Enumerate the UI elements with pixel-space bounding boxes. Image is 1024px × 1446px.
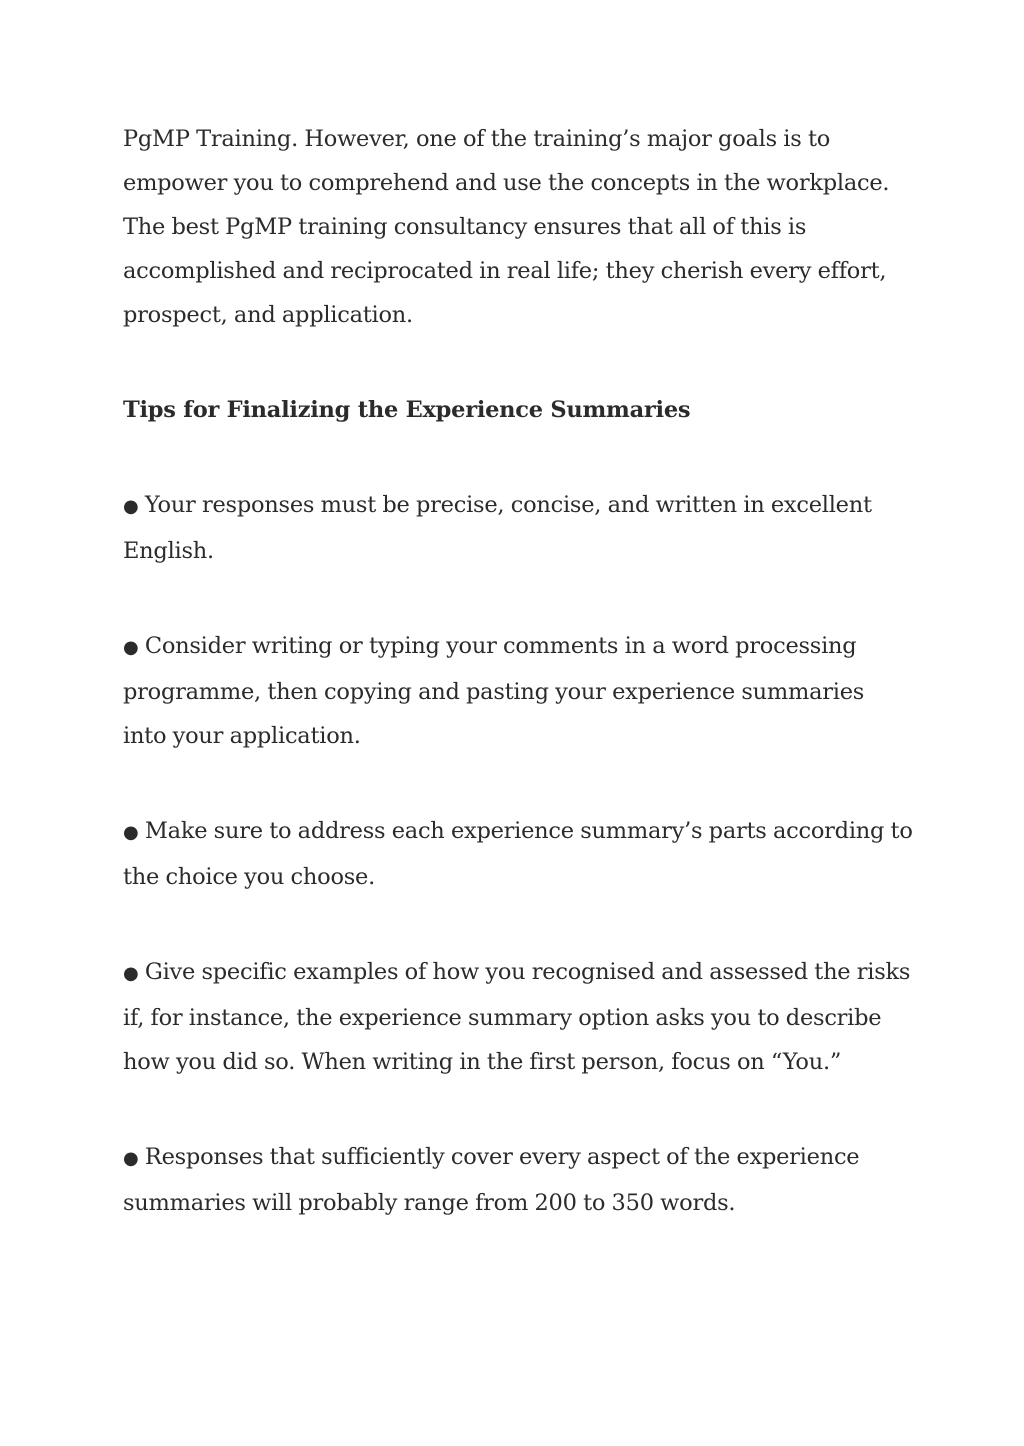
list-item [123, 1135, 913, 1225]
spacer [123, 337, 913, 388]
bullet-icon: ● [123, 637, 139, 658]
bullet-icon: ● [123, 496, 139, 517]
spacer [123, 432, 913, 483]
tip-text: Make sure to address each experience summary’s parts according to the choice you choose. [123, 818, 913, 890]
intro-paragraph: PgMP Training. However, one of the training’s major goals is to empower you to comprehend and use the concepts in the workplace. The best PgMP training consultancy ensures that all of this is accomplished and reciprocated in real life; they cherish every effort, prospect, and application. [123, 126, 890, 328]
bullet-icon: ● [123, 963, 139, 984]
list-item [123, 624, 913, 758]
list-item [123, 950, 913, 1084]
section-heading: Tips for Finalizing the Experience Summaries [123, 397, 691, 423]
tip-text: Your responses must be precise, concise, and written in excellent English. [123, 492, 872, 564]
tips-list [123, 483, 913, 1225]
tip-text: Responses that sufficiently cover every aspect of the experience summaries will probably range from 200 to 350 words. [123, 1144, 860, 1216]
document-page [123, 117, 913, 1225]
list-item [123, 483, 913, 573]
list-item [123, 809, 913, 899]
tip-text: Consider writing or typing your comments in a word processing programme, then copying and pasting your experience summaries into your application. [123, 633, 865, 749]
bullet-icon: ● [123, 1148, 139, 1169]
tip-text: Give specific examples of how you recognised and assessed the risks if, for instance, the experience summary option asks you to describe how you did so. When writing in the first person, focus on “You.” [123, 959, 911, 1075]
bullet-icon: ● [123, 822, 139, 843]
